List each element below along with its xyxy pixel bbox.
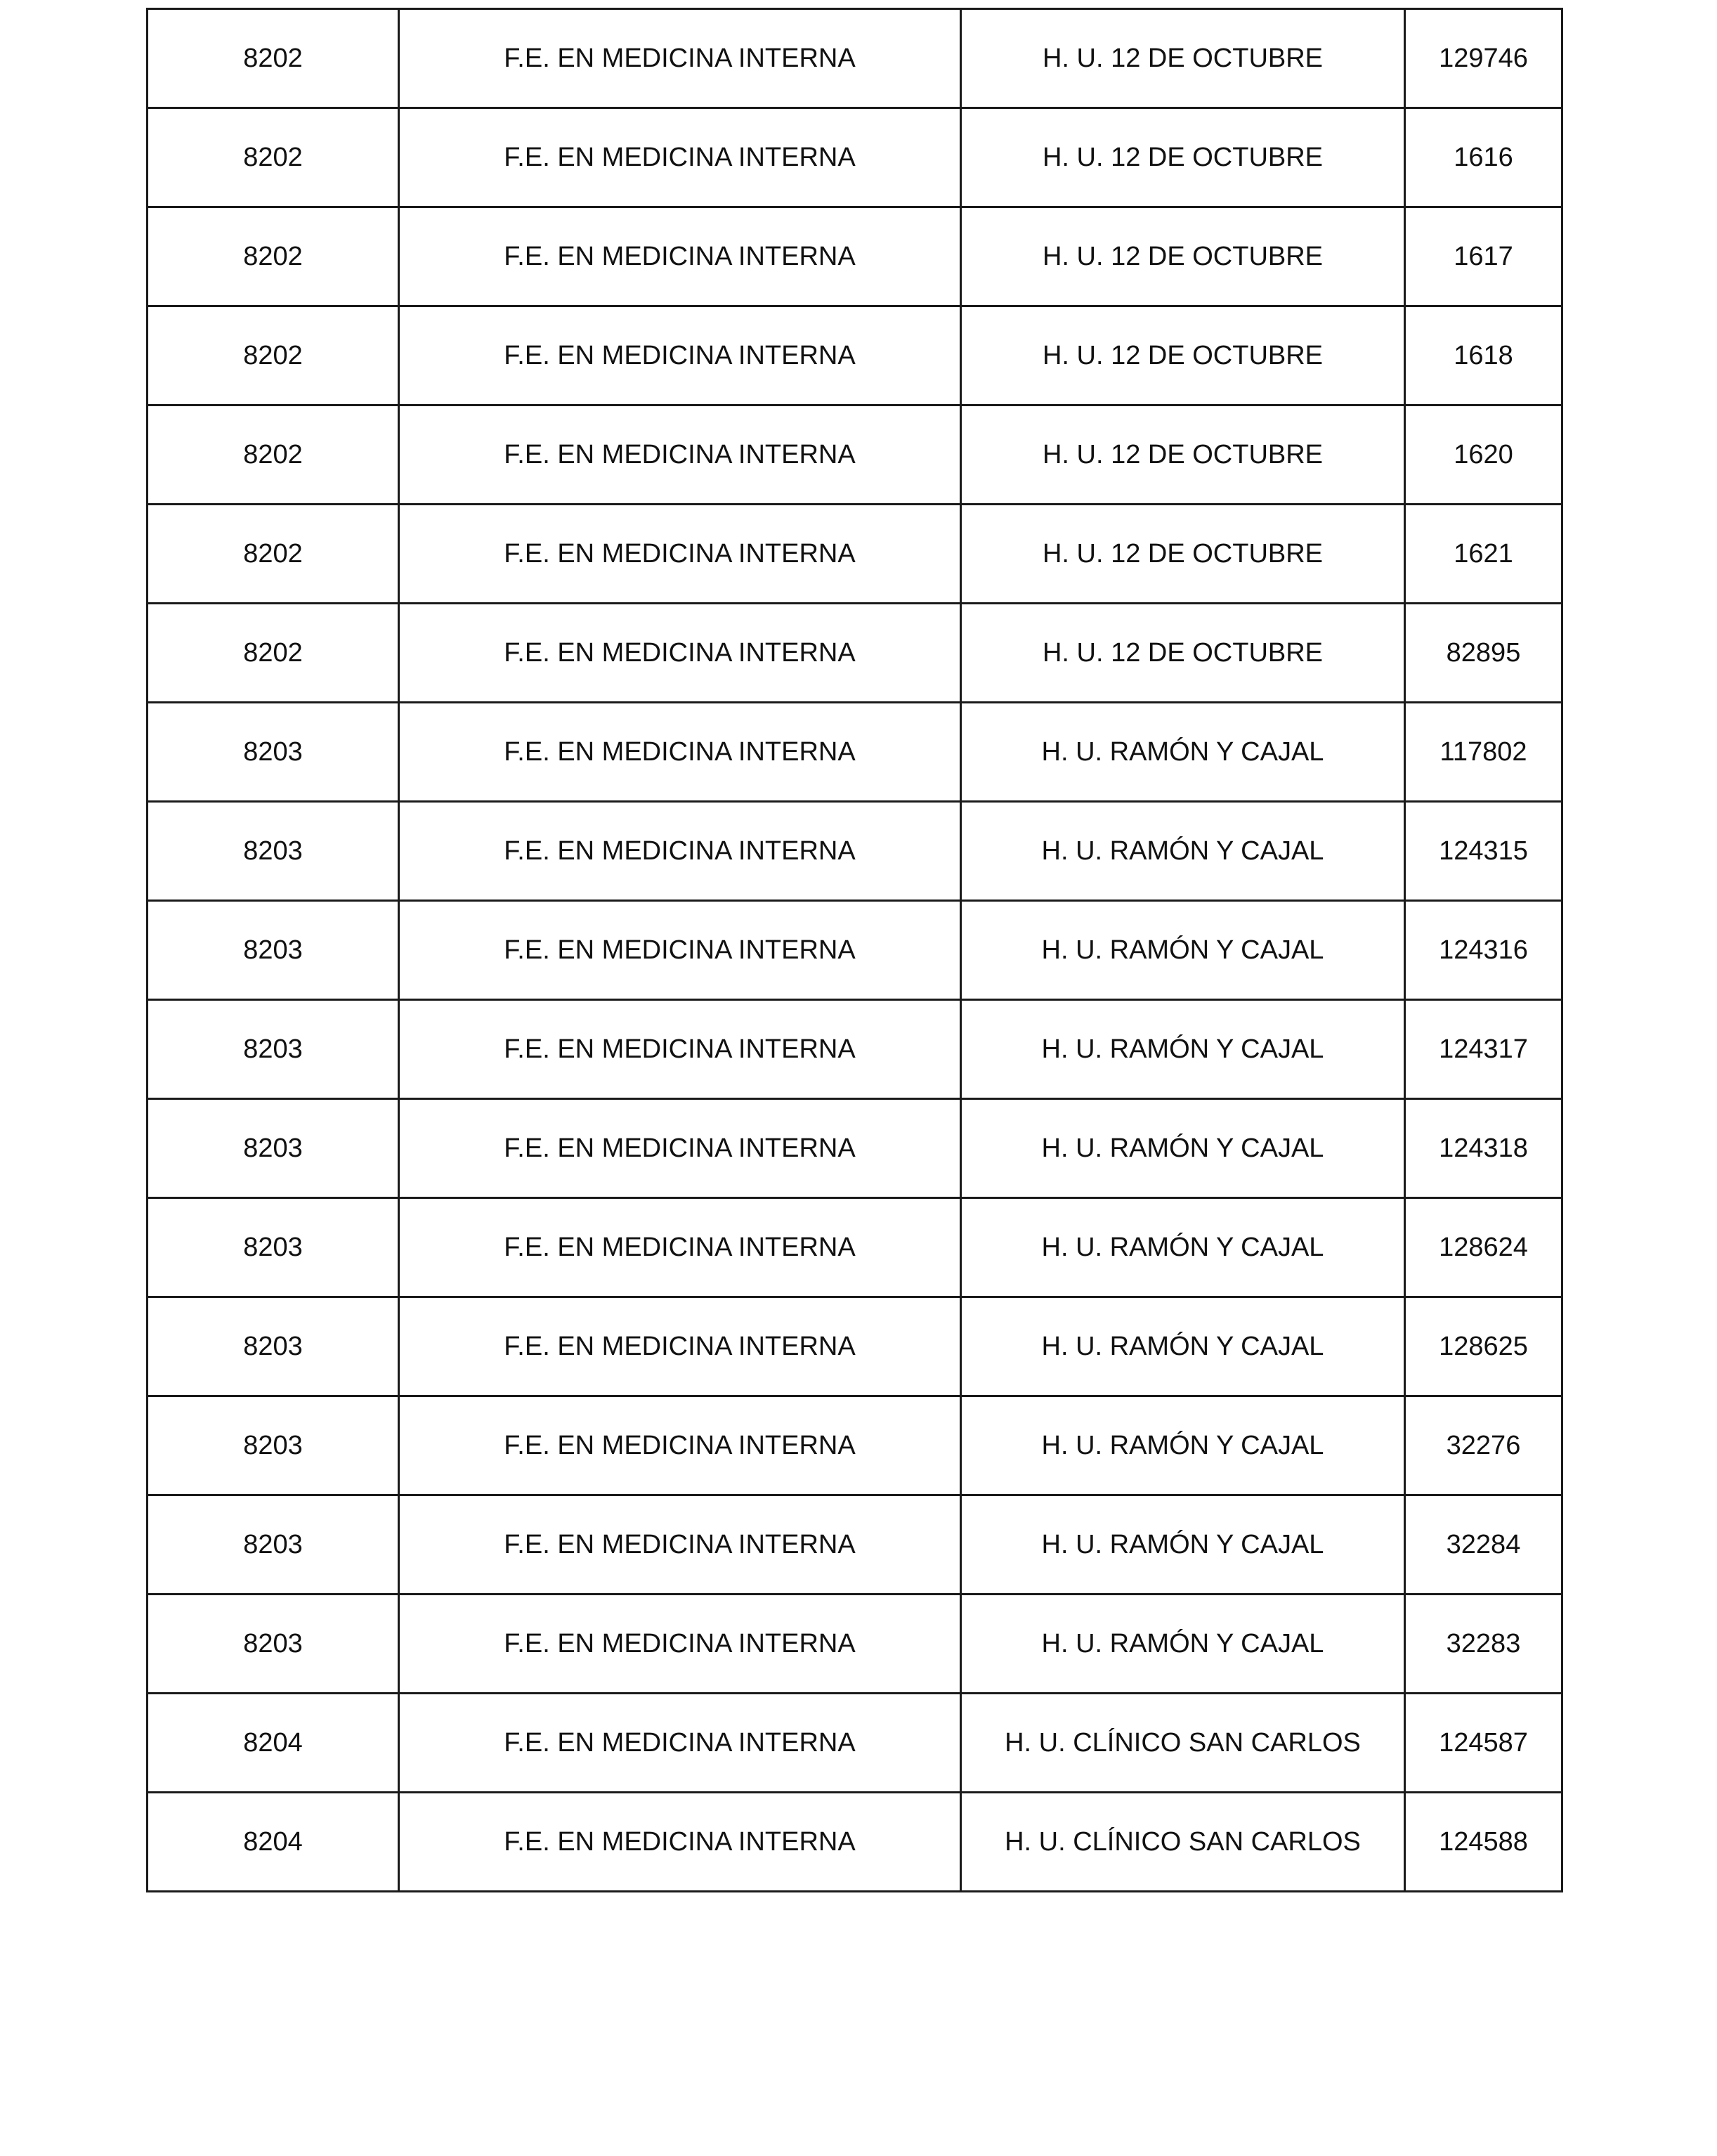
table-row bbox=[148, 1297, 1562, 1396]
category-cell: F.E. EN MEDICINA INTERNA bbox=[399, 1396, 961, 1495]
position-number-cell: 32276 bbox=[1405, 1396, 1562, 1495]
code-cell: 8203 bbox=[148, 1595, 399, 1694]
category-cell: F.E. EN MEDICINA INTERNA bbox=[399, 1595, 961, 1694]
code-cell: 8202 bbox=[148, 405, 399, 505]
hospital-cell: H. U. 12 DE OCTUBRE bbox=[961, 505, 1405, 604]
code-cell: 8204 bbox=[148, 1694, 399, 1793]
code-cell: 8203 bbox=[148, 1297, 399, 1396]
position-number-cell: 129746 bbox=[1405, 9, 1562, 108]
table-row bbox=[148, 1198, 1562, 1297]
position-number-cell: 124588 bbox=[1405, 1793, 1562, 1892]
hospital-cell: H. U. CLÍNICO SAN CARLOS bbox=[961, 1694, 1405, 1793]
position-number-cell: 128624 bbox=[1405, 1198, 1562, 1297]
table-row bbox=[148, 505, 1562, 604]
category-cell: F.E. EN MEDICINA INTERNA bbox=[399, 1297, 961, 1396]
table-row bbox=[148, 9, 1562, 108]
hospital-cell: H. U. 12 DE OCTUBRE bbox=[961, 9, 1405, 108]
hospital-cell: H. U. RAMÓN Y CAJAL bbox=[961, 1099, 1405, 1198]
category-cell: F.E. EN MEDICINA INTERNA bbox=[399, 306, 961, 405]
hospital-cell: H. U. 12 DE OCTUBRE bbox=[961, 207, 1405, 306]
category-cell: F.E. EN MEDICINA INTERNA bbox=[399, 901, 961, 1000]
code-cell: 8203 bbox=[148, 1495, 399, 1595]
hospital-cell: H. U. RAMÓN Y CAJAL bbox=[961, 1495, 1405, 1595]
position-number-cell: 32284 bbox=[1405, 1495, 1562, 1595]
position-number-cell: 124587 bbox=[1405, 1694, 1562, 1793]
table-row bbox=[148, 306, 1562, 405]
code-cell: 8203 bbox=[148, 1198, 399, 1297]
hospital-cell: H. U. RAMÓN Y CAJAL bbox=[961, 1000, 1405, 1099]
category-cell: F.E. EN MEDICINA INTERNA bbox=[399, 1099, 961, 1198]
category-cell: F.E. EN MEDICINA INTERNA bbox=[399, 802, 961, 901]
table-row bbox=[148, 703, 1562, 802]
table-row bbox=[148, 604, 1562, 703]
position-number-cell: 82895 bbox=[1405, 604, 1562, 703]
position-number-cell: 1617 bbox=[1405, 207, 1562, 306]
table-row bbox=[148, 108, 1562, 207]
position-number-cell: 32283 bbox=[1405, 1595, 1562, 1694]
category-cell: F.E. EN MEDICINA INTERNA bbox=[399, 1694, 961, 1793]
category-cell: F.E. EN MEDICINA INTERNA bbox=[399, 1495, 961, 1595]
table-body bbox=[148, 9, 1562, 1892]
position-number-cell: 128625 bbox=[1405, 1297, 1562, 1396]
category-cell: F.E. EN MEDICINA INTERNA bbox=[399, 1793, 961, 1892]
hospital-cell: H. U. 12 DE OCTUBRE bbox=[961, 306, 1405, 405]
hospital-cell: H. U. RAMÓN Y CAJAL bbox=[961, 1396, 1405, 1495]
table-row bbox=[148, 1793, 1562, 1892]
position-number-cell: 117802 bbox=[1405, 703, 1562, 802]
category-cell: F.E. EN MEDICINA INTERNA bbox=[399, 207, 961, 306]
position-number-cell: 1618 bbox=[1405, 306, 1562, 405]
position-number-cell: 124315 bbox=[1405, 802, 1562, 901]
code-cell: 8203 bbox=[148, 1099, 399, 1198]
category-cell: F.E. EN MEDICINA INTERNA bbox=[399, 703, 961, 802]
code-cell: 8202 bbox=[148, 505, 399, 604]
hospital-cell: H. U. CLÍNICO SAN CARLOS bbox=[961, 1793, 1405, 1892]
table-row bbox=[148, 901, 1562, 1000]
code-cell: 8202 bbox=[148, 604, 399, 703]
hospital-cell: H. U. RAMÓN Y CAJAL bbox=[961, 901, 1405, 1000]
table-row bbox=[148, 1000, 1562, 1099]
code-cell: 8202 bbox=[148, 108, 399, 207]
table-row bbox=[148, 1396, 1562, 1495]
code-cell: 8203 bbox=[148, 802, 399, 901]
position-number-cell: 1621 bbox=[1405, 505, 1562, 604]
category-cell: F.E. EN MEDICINA INTERNA bbox=[399, 604, 961, 703]
code-cell: 8202 bbox=[148, 207, 399, 306]
table-row bbox=[148, 207, 1562, 306]
hospital-cell: H. U. 12 DE OCTUBRE bbox=[961, 108, 1405, 207]
category-cell: F.E. EN MEDICINA INTERNA bbox=[399, 505, 961, 604]
category-cell: F.E. EN MEDICINA INTERNA bbox=[399, 1000, 961, 1099]
hospital-cell: H. U. RAMÓN Y CAJAL bbox=[961, 1595, 1405, 1694]
hospital-cell: H. U. RAMÓN Y CAJAL bbox=[961, 1198, 1405, 1297]
position-number-cell: 124316 bbox=[1405, 901, 1562, 1000]
hospital-cell: H. U. 12 DE OCTUBRE bbox=[961, 604, 1405, 703]
category-cell: F.E. EN MEDICINA INTERNA bbox=[399, 1198, 961, 1297]
category-cell: F.E. EN MEDICINA INTERNA bbox=[399, 9, 961, 108]
hospital-cell: H. U. RAMÓN Y CAJAL bbox=[961, 802, 1405, 901]
position-number-cell: 1616 bbox=[1405, 108, 1562, 207]
code-cell: 8203 bbox=[148, 1396, 399, 1495]
table-row bbox=[148, 1099, 1562, 1198]
position-number-cell: 1620 bbox=[1405, 405, 1562, 505]
table-row bbox=[148, 802, 1562, 901]
table-row bbox=[148, 1495, 1562, 1595]
category-cell: F.E. EN MEDICINA INTERNA bbox=[399, 405, 961, 505]
code-cell: 8203 bbox=[148, 1000, 399, 1099]
code-cell: 8203 bbox=[148, 901, 399, 1000]
position-number-cell: 124318 bbox=[1405, 1099, 1562, 1198]
positions-table bbox=[146, 8, 1563, 1892]
code-cell: 8202 bbox=[148, 306, 399, 405]
table-row bbox=[148, 1694, 1562, 1793]
category-cell: F.E. EN MEDICINA INTERNA bbox=[399, 108, 961, 207]
code-cell: 8202 bbox=[148, 9, 399, 108]
hospital-cell: H. U. RAMÓN Y CAJAL bbox=[961, 1297, 1405, 1396]
hospital-cell: H. U. RAMÓN Y CAJAL bbox=[961, 703, 1405, 802]
table-row bbox=[148, 1595, 1562, 1694]
table-row bbox=[148, 405, 1562, 505]
hospital-cell: H. U. 12 DE OCTUBRE bbox=[961, 405, 1405, 505]
position-number-cell: 124317 bbox=[1405, 1000, 1562, 1099]
code-cell: 8204 bbox=[148, 1793, 399, 1892]
code-cell: 8203 bbox=[148, 703, 399, 802]
